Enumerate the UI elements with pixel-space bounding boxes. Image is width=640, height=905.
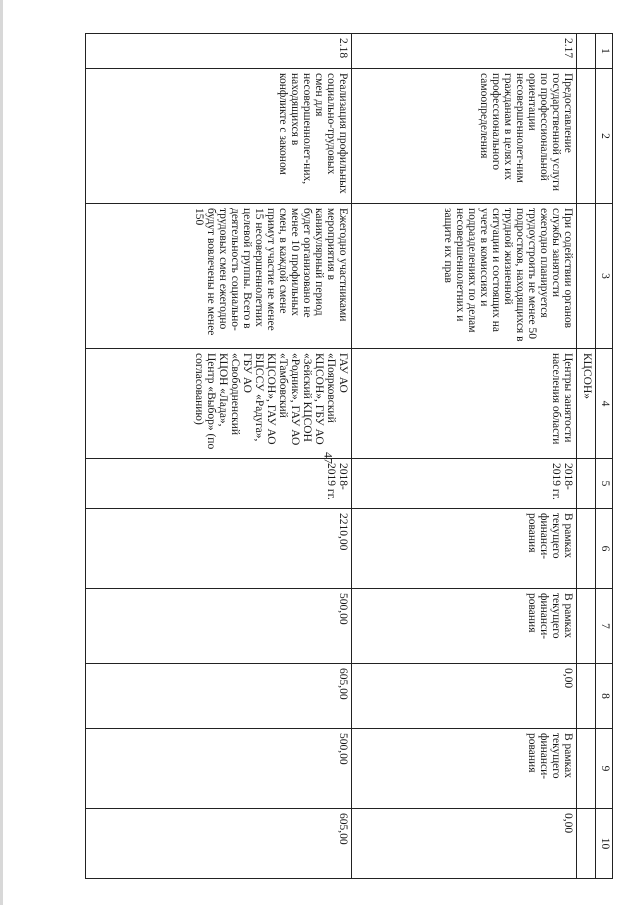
measure-period: 2018-2019 гг.	[86, 459, 352, 509]
funding-col-9: 500,00	[86, 729, 352, 809]
funding-col-7: В рамках текущего финанси-рования	[352, 589, 577, 664]
header-col-2: 2	[596, 69, 613, 204]
funding-col-8: 0,00	[352, 664, 577, 729]
header-col-4: 4	[596, 349, 613, 459]
funding-col-9: В рамках текущего финанси-рования	[352, 729, 577, 809]
measures-table	[85, 33, 613, 879]
rotated-table-container	[82, 33, 613, 878]
scan-edge	[0, 0, 3, 905]
row-number: 2.18	[86, 34, 352, 69]
measure-period: 2018-2019 гг.	[352, 459, 577, 509]
funding-col-8: 605,00	[86, 664, 352, 729]
funding-col-6: 2210,00	[86, 509, 352, 589]
header-col-3: 3	[596, 204, 613, 349]
continuation-empty	[577, 729, 596, 809]
header-col-7: 7	[596, 589, 613, 664]
continuation-empty	[577, 809, 596, 879]
header-row	[596, 34, 613, 879]
header-col-6: 6	[596, 509, 613, 589]
table-row	[86, 34, 352, 879]
continuation-row	[577, 34, 596, 879]
header-col-10: 10	[596, 809, 613, 879]
continuation-empty	[577, 204, 596, 349]
measure-name: Предоставление государственной услуги по профессиональной ориентации несовершеннолет-ним гражданам в целях их профессионального самоопределения	[352, 69, 577, 204]
continuation-empty	[577, 589, 596, 664]
measure-indicator: При содействии органов службы занятости ежегодно планируется трудоустроить не менее 50 подростков, находящихся в трудной жизненной ситуации и состоящих на учете в комиссиях и подразделениях по делам несовершеннолетних и защите их прав	[352, 204, 577, 349]
page-number: 47	[321, 452, 336, 464]
row-number: 2.17	[352, 34, 577, 69]
header-col-8: 8	[596, 664, 613, 729]
continuation-text: КЦСОН»	[577, 349, 596, 459]
funding-col-10: 605,00	[86, 809, 352, 879]
continuation-empty	[577, 34, 596, 69]
funding-col-10: 0,00	[352, 809, 577, 879]
funding-col-6: В рамках текущего финанси-рования	[352, 509, 577, 589]
funding-col-7: 500,00	[86, 589, 352, 664]
measure-executor: Центры занятости населения области	[352, 349, 577, 459]
measure-name: Реализация профильных социально-трудовых смен для несовершеннолет-них, находящихся в конфликте с законом	[86, 69, 352, 204]
continuation-empty	[577, 664, 596, 729]
measure-indicator: Ежегодно участниками мероприятия в каникулярный период будет организовано не менее 10 профильных смен, в каждой смене примут участие не менее 15 несовершеннолетних целевой группы. Всего в деятельность социально-трудовых смен ежегодно будут вовлечены не менее 150	[86, 204, 352, 349]
continuation-empty	[577, 509, 596, 589]
table-row	[352, 34, 577, 879]
measure-executor: ГАУ АО «Поярковский КЦСОН», ГБУ АО «Зейский КЦСОН «Родник», ГАУ АО «Тамбовский КЦСОН», ГАУ АО БЦССУ «Радуга», ГБУ АО «Свободненский КЦОН «Лада», Центр «Выбор» (по согласованию)	[86, 349, 352, 459]
continuation-empty	[577, 459, 596, 509]
header-col-5: 5	[596, 459, 613, 509]
continuation-empty	[577, 69, 596, 204]
header-col-1: 1	[596, 34, 613, 69]
header-col-9: 9	[596, 729, 613, 809]
